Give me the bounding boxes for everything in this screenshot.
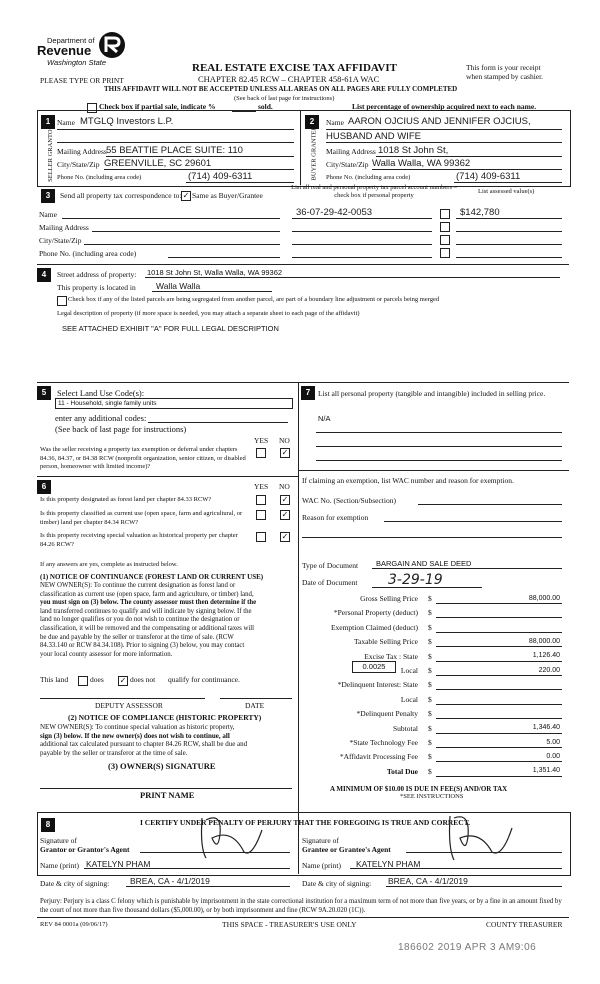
minimum-notice: A MINIMUM OF $10.00 IS DUE IN FEE(S) AND/OR TAX xyxy=(330,785,508,793)
seller-name-label: Name xyxy=(57,118,75,127)
this-land-label: This land xyxy=(40,675,69,684)
tax-rate: 0.0025 xyxy=(352,661,396,673)
parcel-1-personal-checkbox[interactable] xyxy=(440,209,450,219)
parcel-3-personal-checkbox[interactable] xyxy=(440,235,450,245)
legal-description: SEE ATTACHED EXHIBIT "A" FOR FULL LEGAL DESCRIPTION xyxy=(62,324,279,333)
additional-codes-label: enter any additional codes: xyxy=(55,413,147,423)
tax-row-dollar: $ xyxy=(428,752,432,762)
grantee-agent-label: Grantee or Grantee's Agent xyxy=(302,845,391,854)
notice-2-line-c: additional tax calculated pursuant to chapter 84.26 RCW, shall be due and xyxy=(40,740,248,749)
personal-property-value: N/A xyxy=(318,414,331,423)
see-instructions: *SEE INSTRUCTIONS xyxy=(400,793,464,800)
tax-row-value: 88,000.00 xyxy=(528,637,560,645)
tax-row-value: 220.00 xyxy=(538,666,560,674)
print-name-label: PRINT NAME xyxy=(140,790,195,800)
section-3-number: 3 xyxy=(41,189,55,203)
revenue-logo xyxy=(35,30,130,70)
cashier-stamp: 186602 2019 APR 3 AM9:06 xyxy=(398,942,537,953)
tax-row-dollar: $ xyxy=(428,766,432,776)
grantor-name-label: Name (print) xyxy=(40,861,79,870)
s6-yes-header: YES xyxy=(254,482,269,491)
s5-q1-yes-checkbox[interactable] xyxy=(256,448,266,458)
grantee-name: KATELYN PHAM xyxy=(356,859,421,869)
assessor-date-label: DATE xyxy=(245,701,265,710)
form-title: REAL ESTATE EXCISE TAX AFFIDAVIT xyxy=(192,62,397,74)
exemption-label: If claiming an exemption, list WAC number and reason for exemption. xyxy=(302,476,514,485)
tax-row-value: 0.00 xyxy=(546,752,560,760)
buyer-name-2: HUSBAND AND WIFE xyxy=(326,131,422,142)
tax-row-label: Local xyxy=(400,694,418,704)
doc-type: BARGAIN AND SALE DEED xyxy=(376,559,472,568)
county-treasurer-label: COUNTY TREASURER xyxy=(486,920,563,929)
seller-city-label: City/State/Zip xyxy=(57,160,100,169)
s5-question-1: Was the seller receiving a property tax exemption or deferral under chapters 84.36, 84.37, or 84.38 RCW (nonprofit organization, senior citizen, or disabled person, homeowner with limited income)? xyxy=(40,446,246,470)
owner-signature-label: (3) OWNER(S) SIGNATURE xyxy=(108,761,216,771)
tax-row-value: 1,126.40 xyxy=(532,652,560,660)
dept-line3: Washington State xyxy=(47,58,107,67)
tax-row-label: *State Technology Fee xyxy=(349,738,418,747)
seller-side-label: SELLER GRANTOR xyxy=(46,125,54,182)
form-chapter: CHAPTER 82.45 RCW – CHAPTER 458-61A WAC xyxy=(198,74,380,84)
qualify-label: qualify for continuance. xyxy=(168,675,240,684)
parcel-number: 36-07-29-42-0053 xyxy=(296,207,373,218)
not-accepted: THIS AFFIDAVIT WILL NOT BE ACCEPTED UNLESS ALL AREAS ON ALL PAGES ARE FULLY COMPLETED xyxy=(104,85,458,93)
tax-row-value: 5.00 xyxy=(546,738,560,746)
parcel-2-personal-checkbox[interactable] xyxy=(440,222,450,232)
receipt-line1: This form is your receipt xyxy=(466,63,541,72)
tax-row-label: *Personal Property (deduct) xyxy=(333,608,418,618)
grantee-date-label: Date & city of signing: xyxy=(302,879,372,888)
tax-row-label: *Delinquent Penalty xyxy=(356,709,418,719)
grantor-agent-label: Grantor or Grantor's Agent xyxy=(40,845,130,854)
seller-phone-label: Phone No. (including area code) xyxy=(57,174,142,181)
notice-1-line-a: NEW OWNER(S): To continue the current designation as forest land or xyxy=(40,582,236,589)
tax-row-dollar: $ xyxy=(428,738,432,747)
segregated-checkbox[interactable] xyxy=(57,296,67,306)
seller-name: MTGLQ Investors L.P. xyxy=(80,116,174,127)
s3-phone-label: Phone No. (including area code) xyxy=(39,249,137,258)
does-not-label: does not xyxy=(130,675,156,684)
buyer-name-1: AARON OJCIUS AND JENNIFER OJCIUS, xyxy=(348,116,531,127)
tax-row-label: *Delinquent Interest: State xyxy=(337,680,418,690)
buyer-city-label: City/State/Zip xyxy=(326,160,369,169)
if-yes-label: If any answers are yes, complete as instructed below. xyxy=(40,561,178,568)
dept-line1: Department of xyxy=(47,36,95,45)
tax-row-value: 88,000.00 xyxy=(528,594,560,602)
tax-row-label: Taxable Selling Price xyxy=(353,637,418,647)
s3-mail-label: Mailing Address xyxy=(39,223,89,232)
s6-q3-yes-checkbox[interactable] xyxy=(256,532,266,542)
notice-2-line-d: payable by the seller or transferor at the time of sale. xyxy=(40,748,188,757)
seller-mail: 55 BEATTIE PLACE SUITE: 110 xyxy=(106,145,243,156)
grantor-date-label: Date & city of signing: xyxy=(40,879,110,888)
s6-no-header: NO xyxy=(279,482,290,491)
notice-2-line-b: sign (3) below. If the new owner(s) does not wish to continue, all xyxy=(40,731,230,740)
notice-1-body xyxy=(40,582,296,659)
grantee-sig-label: Signature of xyxy=(302,836,339,845)
notice-2-title: (2) NOTICE OF COMPLIANCE (HISTORIC PROPERTY) xyxy=(68,713,262,722)
same-as-buyer-checkbox[interactable]: ✓ xyxy=(182,191,190,200)
tax-row-value: 1,351.40 xyxy=(532,767,560,775)
notice-2-line-a: NEW OWNER(S): To continue special valuation as historic property, xyxy=(40,723,235,731)
street-label: Street address of property: xyxy=(57,270,137,279)
section-4-number: 4 xyxy=(37,268,51,282)
s6-question-1: Is this property designated as forest land per chapter 84.33 RCW? xyxy=(40,496,212,503)
s6-q2-no-checkbox[interactable]: ✓ xyxy=(281,510,289,519)
tax-row-label: Excise Tax : State xyxy=(364,651,418,661)
section-8-number: 8 xyxy=(41,818,55,832)
notice-1-line-e: land no longer qualifies or you do not wish to continue the designation or xyxy=(40,616,240,624)
perjury-notice: Perjury: Perjury is a class C felony which is punishable by imprisonment in the state correctional institution for a maximum term of not more than five years, or by a fine in an amount fixed by the court of not more than five thousand dollars ($5,000.00), or by both imprisonment and fine (RCW 9A.20.020 (1C)). xyxy=(40,898,562,914)
buyer-mail: 1018 St John St, xyxy=(378,145,449,156)
same-as-buyer-label: Same as Buyer/Grantee xyxy=(192,191,263,200)
buyer-phone-label: Phone No. (including area code) xyxy=(326,174,411,181)
assessed-header: List assessed value(s) xyxy=(478,188,535,195)
land-use-select[interactable]: 11 - Household, single family units xyxy=(55,398,293,409)
grantor-name: KATELYN PHAM xyxy=(86,859,151,869)
seller-mail-label: Mailing Address xyxy=(57,147,107,156)
send-correspondence-label: Send all property tax correspondence to: xyxy=(60,191,182,200)
seller-city: GREENVILLE, SC 29601 xyxy=(104,158,212,169)
segregated-label: Check box if any of the listed parcels are being segregated from another parcel, are part of a boundary line adjustment or parcels being merged xyxy=(68,296,440,303)
tax-row-label: Exemption Claimed (deduct) xyxy=(330,622,418,632)
grantee-date-city: BREA, CA - 4/1/2019 xyxy=(388,876,468,886)
notice-1-line-c: you must sign on (3) below. The county assessor must then determine if the xyxy=(40,599,257,607)
buyer-side-label: BUYER GRANTEE xyxy=(310,126,318,181)
grantee-signature xyxy=(440,808,520,864)
s5-see-back: (See back of last page for instructions) xyxy=(55,424,187,434)
buyer-name-label: Name xyxy=(326,118,344,127)
grantee-name-label: Name (print) xyxy=(302,861,341,870)
s5-yes-header: YES xyxy=(254,436,269,445)
revenue-logo-icon xyxy=(97,30,127,60)
tax-row-dollar: $ xyxy=(428,651,432,661)
land-does-not-checkbox[interactable]: ✓ xyxy=(119,676,127,685)
assessed-value: $142,780 xyxy=(460,207,500,218)
s6-question-2: Is this property classified as current use (open space, farm and agricultural, or timber) land per chapter 84.34 RCW? xyxy=(40,510,243,526)
tax-row-dollar: $ xyxy=(428,723,432,733)
s6-q3-no-checkbox[interactable]: ✓ xyxy=(281,532,289,541)
section-5-number: 5 xyxy=(37,386,51,400)
s5-q1-no-checkbox[interactable]: ✓ xyxy=(281,448,289,457)
reason-label: Reason for exemption xyxy=(302,513,369,522)
street-address: 1018 St John St, Walla Walla, WA 99362 xyxy=(147,268,283,277)
tax-row-dollar: $ xyxy=(428,694,432,704)
personal-property-label: List all personal property (tangible and intangible) included in selling price. xyxy=(318,389,546,398)
tax-row-label: Total Due xyxy=(386,766,418,776)
tax-row-label: *Affidavit Processing Fee xyxy=(339,752,418,762)
s6-q2-yes-checkbox[interactable] xyxy=(256,510,266,520)
buyer-city: Walla Walla, WA 99362 xyxy=(372,158,471,169)
s3-name-label: Name xyxy=(39,210,57,219)
land-use-label: Select Land Use Code(s): xyxy=(57,388,145,398)
notice-1-line-i: your local county assessor for more information. xyxy=(40,650,173,658)
see-back-header: (See back of last page for instructions) xyxy=(234,95,335,102)
partial-sale-label: Check box if partial sale, indicate % xyxy=(99,102,216,111)
receipt-line2: when stamped by cashier. xyxy=(466,72,544,81)
tax-row-dollar: $ xyxy=(428,622,432,632)
rev-number: REV 84 0001a (09/06/17) xyxy=(40,921,108,928)
s5-no-header: NO xyxy=(279,436,290,445)
located-label: This property is located in xyxy=(57,283,136,292)
notice-1-line-f: classification, it will be removed and the compensating or additional taxes will xyxy=(40,624,255,632)
tax-row-label: Local xyxy=(400,666,418,675)
does-label: does xyxy=(90,675,104,684)
section-7-number: 7 xyxy=(301,386,315,400)
dept-line2: Revenue xyxy=(37,43,92,58)
doc-date: 3-29-19 xyxy=(388,572,443,588)
grantor-signature xyxy=(192,808,272,864)
s6-q1-yes-checkbox[interactable] xyxy=(256,495,266,505)
located-county: Walla Walla xyxy=(156,281,201,291)
seller-phone: (714) 409-6311 xyxy=(188,171,253,182)
treasurer-use-only: THIS SPACE - TREASURER'S USE ONLY xyxy=(222,920,357,929)
please-type: PLEASE TYPE OR PRINT xyxy=(40,76,124,85)
parcel-4-personal-checkbox[interactable] xyxy=(440,248,450,258)
section-1-number: 1 xyxy=(41,115,55,129)
notice-1-line-d: land transferred continues to qualify and will indicate by signing below. If the xyxy=(40,607,252,615)
parcel-header: List all real and personal property tax parcel account numbers – check box if personal property xyxy=(291,184,457,199)
doc-type-label: Type of Document xyxy=(302,561,359,570)
tax-row-dollar: $ xyxy=(428,666,432,675)
notice-1-title: (1) NOTICE OF CONTINUANCE (FOREST LAND OR CURRENT USE) xyxy=(40,573,264,581)
tax-row-dollar: $ xyxy=(428,709,432,719)
section-2-number: 2 xyxy=(305,115,319,129)
s6-q1-no-checkbox[interactable]: ✓ xyxy=(281,495,289,504)
deputy-assessor-label: DEPUTY ASSESSOR xyxy=(95,701,163,710)
grantor-sig-label: Signature of xyxy=(40,836,77,845)
wac-label: WAC No. (Section/Subsection) xyxy=(302,496,396,505)
section-6-number: 6 xyxy=(37,480,51,494)
grantor-date-city: BREA, CA - 4/1/2019 xyxy=(130,876,210,886)
s6-question-3: Is this property receiving special valuation as historical property per chapter 84.26 RCW? xyxy=(40,532,238,548)
buyer-mail-label: Mailing Address xyxy=(326,147,376,156)
tax-row-label: Subtotal xyxy=(392,723,418,733)
notice-1-line-b: classification as current use (open space, farm and agriculture, or timber) land, xyxy=(40,590,254,598)
doc-date-label: Date of Document xyxy=(302,578,358,587)
sold-label: sold. xyxy=(258,102,273,111)
s3-city-label: City/State/Zip xyxy=(39,236,82,245)
tax-row-value: 1,346.40 xyxy=(532,724,560,732)
legal-description-label: Legal description of property (if more space is needed, you may attach a separate sheet to each page of the affidavit) xyxy=(57,310,360,317)
tax-row-dollar: $ xyxy=(428,680,432,690)
list-pct-label: List percentage of ownership acquired next to each name. xyxy=(352,102,537,111)
buyer-phone: (714) 409-6311 xyxy=(456,171,521,182)
tax-row-dollar: $ xyxy=(428,594,432,603)
notice-1-line-h: 84.33.140 or RCW 84.34.108). Prior to signing (3) below, you may contact xyxy=(40,642,245,650)
tax-row-dollar: $ xyxy=(428,608,432,618)
land-does-checkbox[interactable] xyxy=(78,676,88,686)
notice-2-body xyxy=(40,723,296,757)
certify-statement: I CERTIFY UNDER PENALTY OF PERJURY THAT THE FOREGOING IS TRUE AND CORRECT. xyxy=(140,818,471,827)
tax-row-label: Gross Selling Price xyxy=(360,594,418,603)
tax-row-dollar: $ xyxy=(428,637,432,647)
notice-1-line-g: be due and payable by the seller or transferor at the time of sale. (RCW xyxy=(40,633,234,641)
